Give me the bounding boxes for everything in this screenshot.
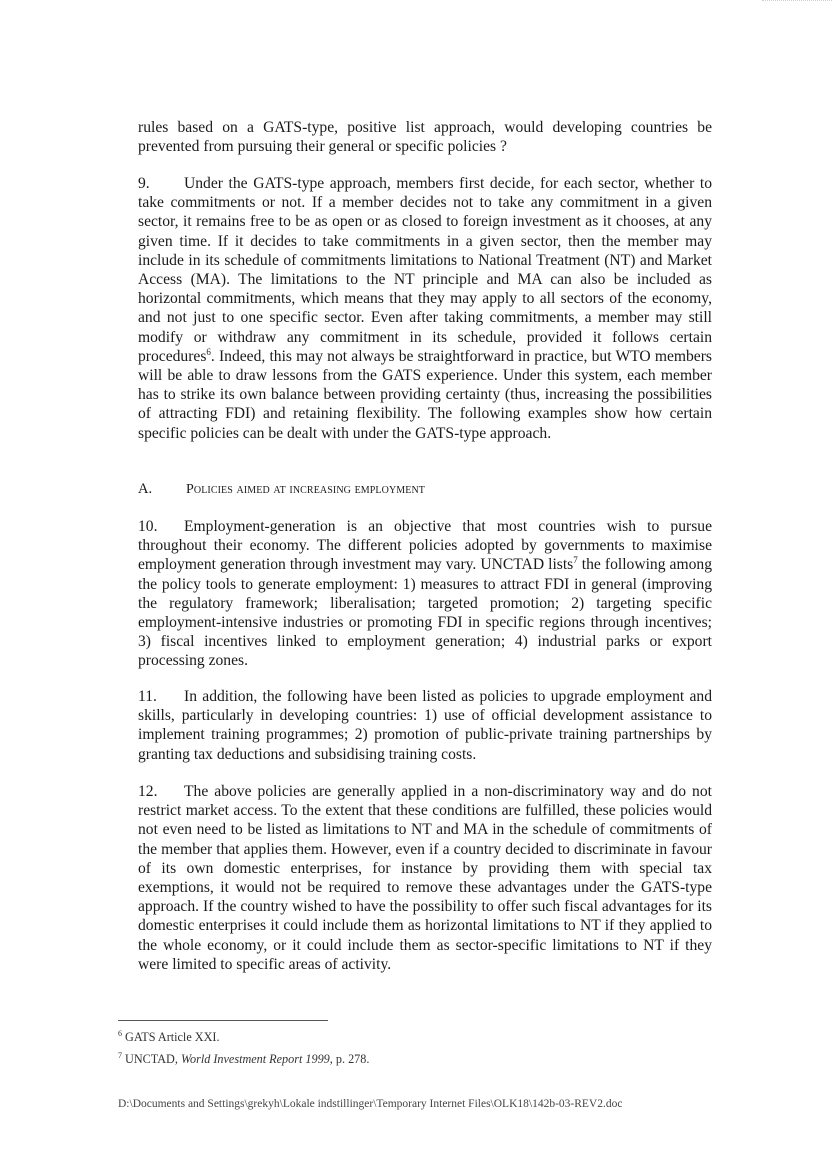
paragraph-number: 10. bbox=[138, 518, 158, 535]
footnote-text: GATS Article XXI. bbox=[125, 1030, 220, 1044]
paragraph-text-part: Employment-generation is an objective that most countries wish to pursue throughout their economy. The different policies adopted by governments to maximise employment generation through investment may vary. UNCTAD lists bbox=[138, 518, 712, 574]
scan-edge-mark bbox=[762, 0, 832, 9]
paragraph-9 bbox=[138, 174, 712, 443]
paragraph-10 bbox=[138, 517, 712, 671]
file-path-footer: D:\Documents and Settings\grekyh\Lokale indstillinger\Temporary Internet Files\OLK18\142b-03-REV2.doc bbox=[118, 1098, 623, 1110]
paragraph-number: 9. bbox=[138, 175, 150, 192]
footnote-7 bbox=[118, 1052, 369, 1067]
paragraph-text: In addition, the following have been listed as policies to upgrade employment and skills, particularly in developing countries: 1) use of official development assistance to implement training programmes; 2) promotion of public-private training partnerships by granting tax deductions and subsidising training costs. bbox=[138, 688, 712, 763]
footnote-text: UNCTAD, bbox=[125, 1052, 181, 1066]
footnote-mark: 6 bbox=[118, 1028, 122, 1038]
paragraph-number: 12. bbox=[138, 783, 158, 800]
footnote-mark: 7 bbox=[118, 1050, 122, 1060]
paragraph-text: The above policies are generally applied in a non-discriminatory way and do not restrict market access. To the extent that these conditions are fulfilled, these policies would not even need to be listed as limitations to NT and MA in the schedule of commitments of the member that applies them. However, even if a country decided to discriminate in favour of its own domestic enterprises, for instance by providing them with special tax exemptions, it would not be required to remove these advantages under the GATS-type approach. If the country wished to have the possibility to offer such fiscal advantages for its domestic enterprises it could include them as horizontal limitations to NT if they applied to the whole economy, or it could include them as sector-specific limitations to NT if they were limited to specific areas of activity. bbox=[138, 783, 712, 973]
footnote-text: , p. 278. bbox=[329, 1052, 370, 1066]
paragraph-text-part: . Indeed, this may not always be straightforward in practice, but WTO members will be able to draw lessons from the GATS experience. Under this system, each member has to strike its own balance between providing certainty (thus, increasing the possibilities of attracting FDI) and retaining flexibility. The following examples show how certain specific policies can be dealt with under the GATS-type approach. bbox=[138, 347, 712, 442]
section-heading bbox=[138, 480, 425, 499]
footnote-separator bbox=[118, 1020, 328, 1021]
footnote-reference[interactable]: 7 bbox=[573, 555, 578, 566]
intro-text: rules based on a GATS-type, positive list approach, would developing countries be prevented from pursuing their general or specific policies ? bbox=[138, 119, 712, 156]
section-title: Policies aimed at increasing employment bbox=[186, 482, 426, 497]
paragraph-12 bbox=[138, 782, 712, 974]
paragraph-number: 11. bbox=[138, 688, 157, 705]
section-letter: A. bbox=[138, 481, 153, 497]
paragraph-11 bbox=[138, 687, 712, 764]
paragraph-text-part: Under the GATS-type approach, members first decide, for each sector, whether to take commitments or not. If a member decides not to take any commitment in a given sector, it remains free to be as open or as closed to foreign investment as it chooses, at any given time. If it decides to take commitments in a given sector, then the member may include in its schedule of commitments limitations to National Treatment (NT) and Market Access (MA). The limitations to the NT principle and MA can also be included as horizontal commitments, which means that they may apply to all sectors of the economy, and not just to one specific sector. Even after taking commitments, a member may still modify or withdraw any commitment in its schedule, provided it follows certain procedures bbox=[138, 175, 712, 365]
intro-paragraph bbox=[138, 118, 712, 156]
footnote-6 bbox=[118, 1030, 220, 1045]
paragraph-text-part: the following among the policy tools to generate employment: 1) measures to attract FDI in general (improving the regulatory framework; liberalisation; targeted promotion; 2) targeting specific employment-intensive industries or promoting FDI in specific regions through incentives; 3) fiscal incentives linked to employment generation; 4) industrial parks or export processing zones. bbox=[138, 556, 712, 670]
footnote-title: World Investment Report 1999 bbox=[180, 1052, 330, 1066]
footnote-reference[interactable]: 6 bbox=[206, 346, 211, 357]
